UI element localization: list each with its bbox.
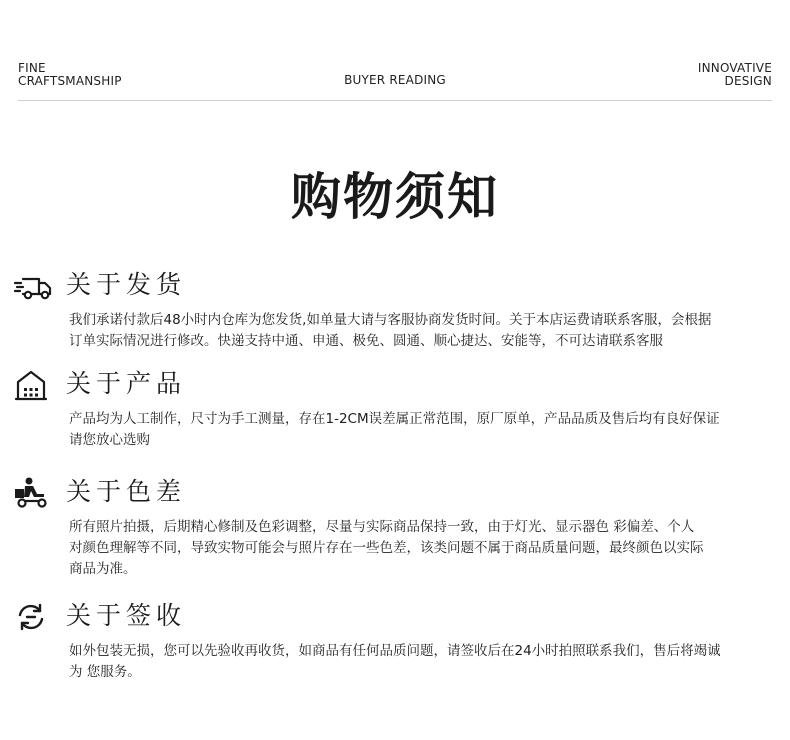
delivery-rider-icon: [14, 477, 54, 509]
body-line: 订单实际情况进行修改。快递支持中通、申通、极免、圆通、顺心捷达、安能等，不可达请联系客服: [69, 333, 663, 349]
body-line: 产品均为人工制作，尺寸为手工测量，存在1-2CM误差属正常范围，原厂原单，产品品质及售后均有良好保证: [69, 411, 720, 427]
section-body: [69, 409, 776, 451]
header-left-line: CRAFTSMANSHIP: [18, 74, 122, 88]
section-title: 关于产品: [66, 369, 187, 398]
section-body: [69, 641, 776, 683]
warehouse-icon: [14, 369, 54, 401]
delivery-truck-icon: [14, 270, 54, 302]
section-title: 关于色差: [66, 477, 187, 506]
section-title: 关于签收: [66, 601, 187, 630]
refresh-sign-icon: [14, 601, 54, 633]
page-title: 购物须知: [291, 168, 499, 226]
body-line: 请您放心选购: [69, 432, 150, 448]
body-line: 如外包装无损，您可以先验收再收货，如商品有任何品质问题，请签收后在24小时拍照联系我们，售后将竭诚: [69, 643, 721, 659]
section-header: [14, 268, 776, 304]
body-line: 所有照片拍摄，后期精心修制及色彩调整，尽量与实际商品保持一致，由于灯光、显示器色 彩偏差、个人: [69, 519, 695, 535]
header-right-line: DESIGN: [724, 74, 772, 88]
header-left-text: [18, 62, 122, 88]
section-shipping: [14, 268, 776, 352]
section-header: [14, 475, 776, 511]
section-color-difference: [14, 475, 776, 580]
section-receipt: [14, 599, 776, 683]
section-product: [14, 367, 776, 451]
body-line: 我们承诺付款后48小时内仓库为您发货,如单量大请与客服协商发货时间。关于本店运费请联系客服，会根据: [69, 312, 712, 328]
body-line: 对颜色理解等不同，导致实物可能会与照片存在一些色差，该类问题不属于商品质量问题，最终颜色以实际: [69, 540, 704, 556]
section-title: 关于发货: [66, 270, 187, 299]
header-right-text: [698, 62, 772, 88]
section-body: [69, 310, 776, 352]
section-header: [14, 367, 776, 403]
header-left-line: FINE: [18, 61, 46, 75]
section-body: [69, 517, 776, 580]
body-line: 商品为准。: [69, 561, 137, 577]
section-header: [14, 599, 776, 635]
body-line: 为 您服务。: [69, 664, 141, 680]
header-center-text: BUYER READING: [344, 73, 446, 87]
header-right-line: INNOVATIVE: [697, 61, 772, 75]
page-header: [18, 60, 772, 101]
